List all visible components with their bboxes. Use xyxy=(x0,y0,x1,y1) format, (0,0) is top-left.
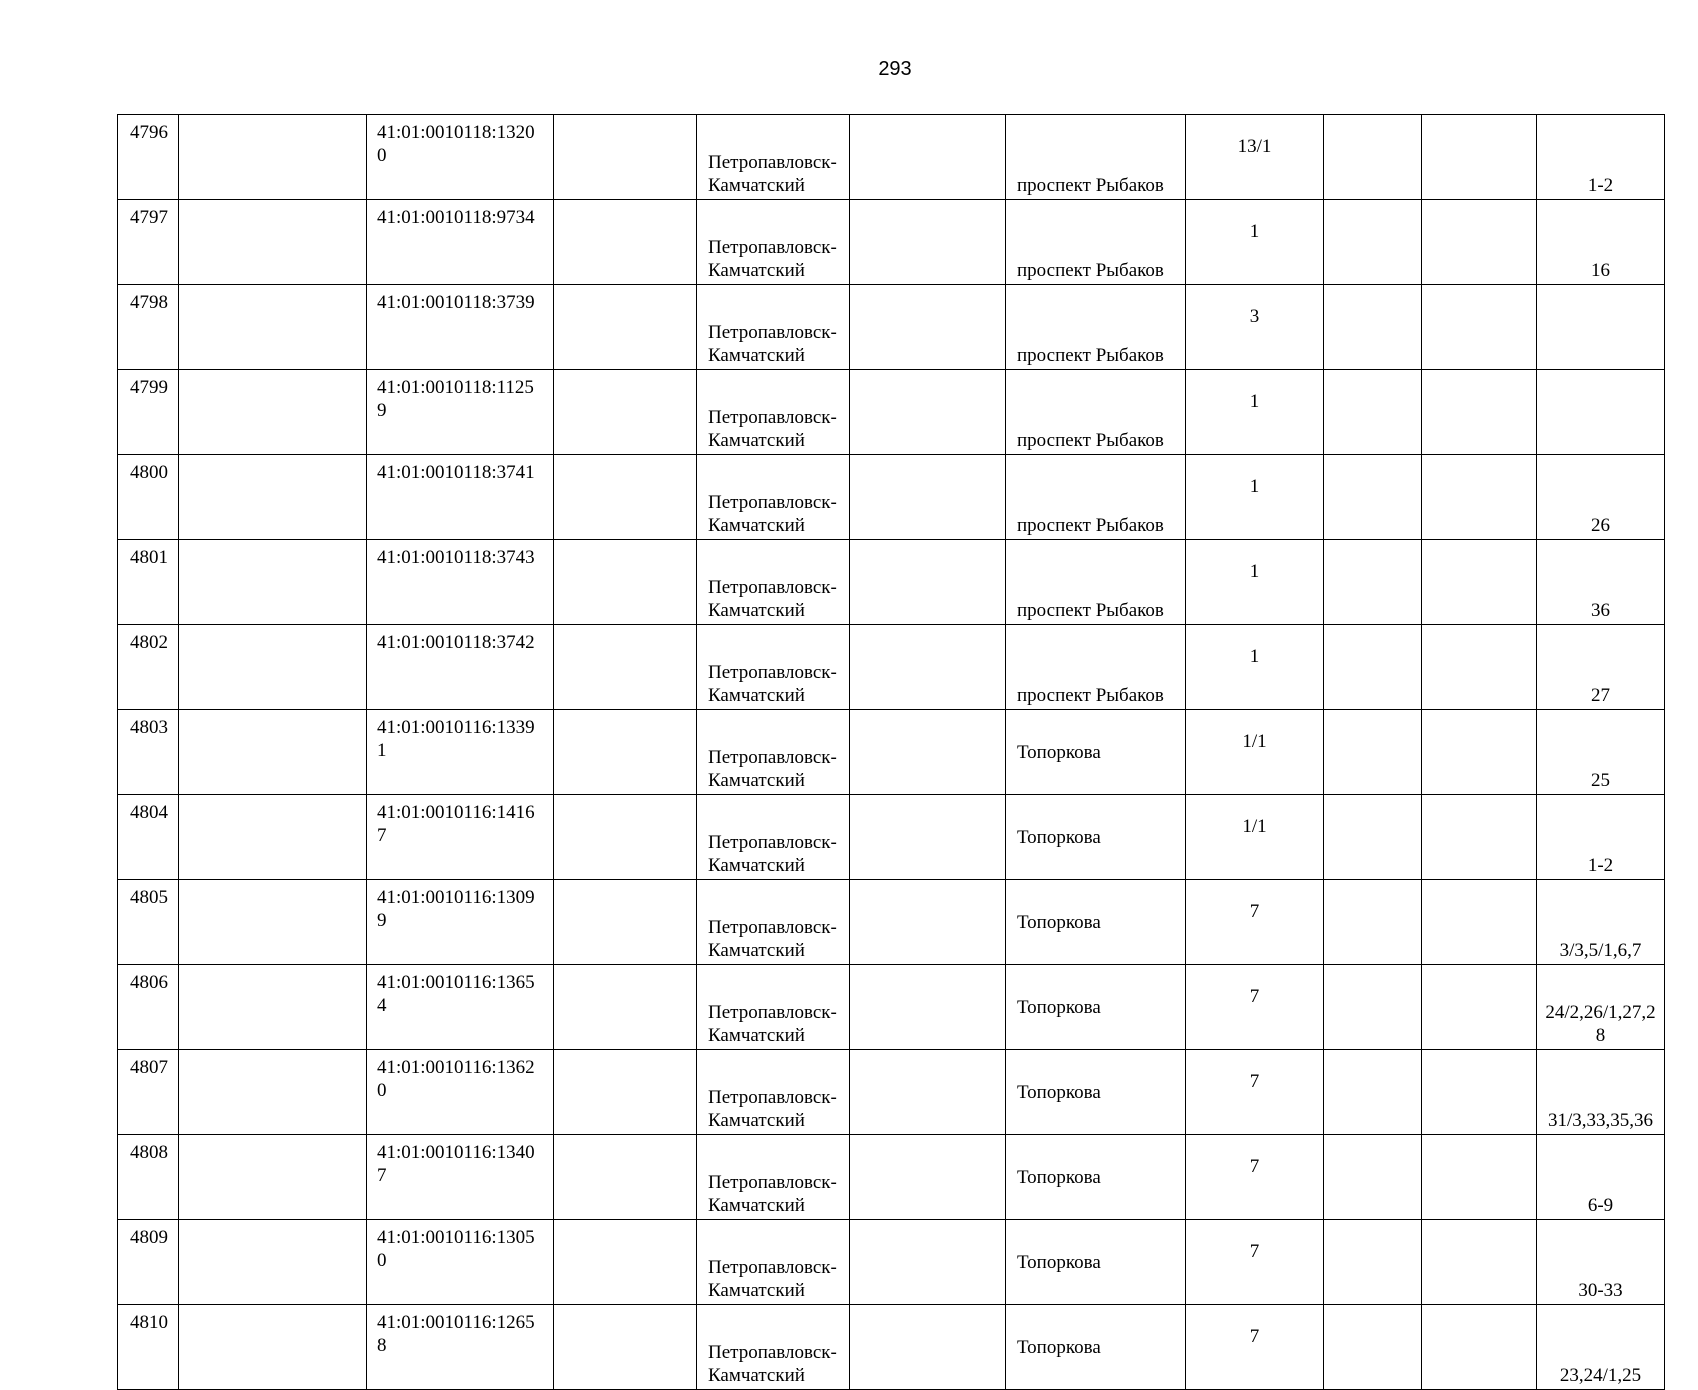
empty-cell xyxy=(179,200,367,285)
table-row xyxy=(118,370,1665,455)
cadastral-number-cell: 41:01:0010118:3741 xyxy=(367,455,554,540)
empty-cell xyxy=(179,795,367,880)
table-row xyxy=(118,285,1665,370)
flat-number-cell: 23,24/1,25 xyxy=(1537,1305,1665,1390)
row-number-cell: 4798 xyxy=(118,285,179,370)
empty-cell xyxy=(1422,1305,1537,1390)
street-cell: проспект Рыбаков xyxy=(1006,285,1186,370)
empty-cell xyxy=(554,710,697,795)
empty-cell xyxy=(554,880,697,965)
street-cell: Топоркова xyxy=(1006,795,1186,880)
page-number: 293 xyxy=(878,58,912,80)
empty-cell xyxy=(554,1305,697,1390)
cadastral-number-cell: 41:01:0010118:9734 xyxy=(367,200,554,285)
street-cell: проспект Рыбаков xyxy=(1006,370,1186,455)
city-cell: Петропавловск-Камчатский xyxy=(697,1305,850,1390)
registry-rows xyxy=(118,115,1665,1390)
street-cell: проспект Рыбаков xyxy=(1006,115,1186,200)
empty-cell xyxy=(1422,285,1537,370)
house-number-cell: 7 xyxy=(1186,1220,1324,1305)
registry-table xyxy=(117,114,1665,1390)
empty-cell xyxy=(179,285,367,370)
empty-cell xyxy=(1324,880,1422,965)
empty-cell xyxy=(179,540,367,625)
cadastral-number-cell: 41:01:0010116:13050 xyxy=(367,1220,554,1305)
flat-number-cell: 27 xyxy=(1537,625,1665,710)
flat-number-cell: 24/2,26/1,27,28 xyxy=(1537,965,1665,1050)
street-cell: Топоркова xyxy=(1006,1135,1186,1220)
city-cell: Петропавловск-Камчатский xyxy=(697,1220,850,1305)
flat-number-cell: 30-33 xyxy=(1537,1220,1665,1305)
empty-cell xyxy=(850,1050,1006,1135)
flat-number-cell: 1-2 xyxy=(1537,795,1665,880)
city-cell: Петропавловск-Камчатский xyxy=(697,1050,850,1135)
street-cell: проспект Рыбаков xyxy=(1006,625,1186,710)
empty-cell xyxy=(1324,965,1422,1050)
cadastral-number-cell: 41:01:0010118:3742 xyxy=(367,625,554,710)
empty-cell xyxy=(179,1135,367,1220)
table-row xyxy=(118,965,1665,1050)
flat-number-cell: 36 xyxy=(1537,540,1665,625)
empty-cell xyxy=(554,965,697,1050)
city-cell: Петропавловск-Камчатский xyxy=(697,455,850,540)
empty-cell xyxy=(1324,455,1422,540)
street-cell: Топоркова xyxy=(1006,1220,1186,1305)
empty-cell xyxy=(554,1220,697,1305)
table-row xyxy=(118,1305,1665,1390)
city-cell: Петропавловск-Камчатский xyxy=(697,200,850,285)
empty-cell xyxy=(179,1305,367,1390)
empty-cell xyxy=(1422,1220,1537,1305)
empty-cell xyxy=(850,285,1006,370)
cadastral-number-cell: 41:01:0010118:3743 xyxy=(367,540,554,625)
empty-cell xyxy=(850,1220,1006,1305)
street-cell: Топоркова xyxy=(1006,710,1186,795)
street-cell: проспект Рыбаков xyxy=(1006,540,1186,625)
table-row xyxy=(118,1135,1665,1220)
empty-cell xyxy=(554,540,697,625)
house-number-cell: 1 xyxy=(1186,455,1324,540)
empty-cell xyxy=(179,880,367,965)
row-number-cell: 4803 xyxy=(118,710,179,795)
empty-cell xyxy=(1422,115,1537,200)
flat-number-cell: 1-2 xyxy=(1537,115,1665,200)
table-row xyxy=(118,795,1665,880)
empty-cell xyxy=(850,880,1006,965)
cadastral-number-cell: 41:01:0010116:13407 xyxy=(367,1135,554,1220)
house-number-cell: 1 xyxy=(1186,540,1324,625)
empty-cell xyxy=(1324,1305,1422,1390)
house-number-cell: 7 xyxy=(1186,1135,1324,1220)
empty-cell xyxy=(850,455,1006,540)
empty-cell xyxy=(1324,370,1422,455)
street-cell: Топоркова xyxy=(1006,1305,1186,1390)
city-cell: Петропавловск-Камчатский xyxy=(697,880,850,965)
city-cell: Петропавловск-Камчатский xyxy=(697,795,850,880)
empty-cell xyxy=(179,1220,367,1305)
empty-cell xyxy=(1324,710,1422,795)
row-number-cell: 4800 xyxy=(118,455,179,540)
house-number-cell: 1/1 xyxy=(1186,795,1324,880)
row-number-cell: 4808 xyxy=(118,1135,179,1220)
empty-cell xyxy=(1422,1135,1537,1220)
table-row xyxy=(118,625,1665,710)
cadastral-number-cell: 41:01:0010118:3739 xyxy=(367,285,554,370)
empty-cell xyxy=(1324,285,1422,370)
empty-cell xyxy=(850,540,1006,625)
row-number-cell: 4806 xyxy=(118,965,179,1050)
empty-cell xyxy=(1324,1050,1422,1135)
city-cell: Петропавловск-Камчатский xyxy=(697,370,850,455)
empty-cell xyxy=(1422,880,1537,965)
street-cell: проспект Рыбаков xyxy=(1006,455,1186,540)
table-row xyxy=(118,880,1665,965)
house-number-cell: 13/1 xyxy=(1186,115,1324,200)
empty-cell xyxy=(554,370,697,455)
house-number-cell: 7 xyxy=(1186,1305,1324,1390)
row-number-cell: 4807 xyxy=(118,1050,179,1135)
table-row xyxy=(118,115,1665,200)
empty-cell xyxy=(850,1135,1006,1220)
table-row xyxy=(118,540,1665,625)
house-number-cell: 1 xyxy=(1186,200,1324,285)
cadastral-number-cell: 41:01:0010118:11259 xyxy=(367,370,554,455)
flat-number-cell xyxy=(1537,285,1665,370)
street-cell: Топоркова xyxy=(1006,880,1186,965)
empty-cell xyxy=(1422,1050,1537,1135)
empty-cell xyxy=(554,1135,697,1220)
cadastral-number-cell: 41:01:0010116:13391 xyxy=(367,710,554,795)
empty-cell xyxy=(554,625,697,710)
flat-number-cell: 6-9 xyxy=(1537,1135,1665,1220)
empty-cell xyxy=(1422,710,1537,795)
empty-cell xyxy=(1324,1135,1422,1220)
table-row xyxy=(118,200,1665,285)
row-number-cell: 4804 xyxy=(118,795,179,880)
street-cell: Топоркова xyxy=(1006,965,1186,1050)
empty-cell xyxy=(1422,795,1537,880)
house-number-cell: 7 xyxy=(1186,880,1324,965)
row-number-cell: 4805 xyxy=(118,880,179,965)
flat-number-cell: 25 xyxy=(1537,710,1665,795)
empty-cell xyxy=(179,965,367,1050)
empty-cell xyxy=(1422,625,1537,710)
house-number-cell: 7 xyxy=(1186,1050,1324,1135)
empty-cell xyxy=(850,795,1006,880)
empty-cell xyxy=(554,285,697,370)
table-row xyxy=(118,1050,1665,1135)
city-cell: Петропавловск-Камчатский xyxy=(697,540,850,625)
empty-cell xyxy=(1324,1220,1422,1305)
empty-cell xyxy=(850,370,1006,455)
flat-number-cell: 31/3,33,35,36 xyxy=(1537,1050,1665,1135)
empty-cell xyxy=(850,710,1006,795)
empty-cell xyxy=(179,370,367,455)
cadastral-number-cell: 41:01:0010116:13620 xyxy=(367,1050,554,1135)
cadastral-number-cell: 41:01:0010116:14167 xyxy=(367,795,554,880)
flat-number-cell: 26 xyxy=(1537,455,1665,540)
empty-cell xyxy=(179,1050,367,1135)
empty-cell xyxy=(850,1305,1006,1390)
empty-cell xyxy=(1422,370,1537,455)
city-cell: Петропавловск-Камчатский xyxy=(697,1135,850,1220)
empty-cell xyxy=(179,625,367,710)
row-number-cell: 4797 xyxy=(118,200,179,285)
house-number-cell: 1/1 xyxy=(1186,710,1324,795)
empty-cell xyxy=(554,1050,697,1135)
city-cell: Петропавловск-Камчатский xyxy=(697,285,850,370)
empty-cell xyxy=(850,965,1006,1050)
city-cell: Петропавловск-Камчатский xyxy=(697,710,850,795)
flat-number-cell: 16 xyxy=(1537,200,1665,285)
cadastral-number-cell: 41:01:0010116:13099 xyxy=(367,880,554,965)
table-row xyxy=(118,1220,1665,1305)
empty-cell xyxy=(850,200,1006,285)
house-number-cell: 1 xyxy=(1186,625,1324,710)
city-cell: Петропавловск-Камчатский xyxy=(697,625,850,710)
row-number-cell: 4810 xyxy=(118,1305,179,1390)
table-row xyxy=(118,455,1665,540)
house-number-cell: 1 xyxy=(1186,370,1324,455)
row-number-cell: 4801 xyxy=(118,540,179,625)
empty-cell xyxy=(1324,200,1422,285)
cadastral-number-cell: 41:01:0010116:12658 xyxy=(367,1305,554,1390)
empty-cell xyxy=(1324,625,1422,710)
empty-cell xyxy=(1324,795,1422,880)
empty-cell xyxy=(1422,965,1537,1050)
row-number-cell: 4799 xyxy=(118,370,179,455)
empty-cell xyxy=(179,455,367,540)
empty-cell xyxy=(179,710,367,795)
row-number-cell: 4802 xyxy=(118,625,179,710)
empty-cell xyxy=(179,115,367,200)
empty-cell xyxy=(1324,115,1422,200)
house-number-cell: 7 xyxy=(1186,965,1324,1050)
street-cell: проспект Рыбаков xyxy=(1006,200,1186,285)
house-number-cell: 3 xyxy=(1186,285,1324,370)
empty-cell xyxy=(554,795,697,880)
flat-number-cell xyxy=(1537,370,1665,455)
empty-cell xyxy=(554,455,697,540)
flat-number-cell: 3/3,5/1,6,7 xyxy=(1537,880,1665,965)
empty-cell xyxy=(554,115,697,200)
empty-cell xyxy=(554,200,697,285)
cadastral-number-cell: 41:01:0010116:13654 xyxy=(367,965,554,1050)
row-number-cell: 4809 xyxy=(118,1220,179,1305)
empty-cell xyxy=(850,115,1006,200)
street-cell: Топоркова xyxy=(1006,1050,1186,1135)
city-cell: Петропавловск-Камчатский xyxy=(697,115,850,200)
empty-cell xyxy=(850,625,1006,710)
cadastral-number-cell: 41:01:0010118:13200 xyxy=(367,115,554,200)
city-cell: Петропавловск-Камчатский xyxy=(697,965,850,1050)
empty-cell xyxy=(1422,200,1537,285)
empty-cell xyxy=(1422,455,1537,540)
empty-cell xyxy=(1324,540,1422,625)
row-number-cell: 4796 xyxy=(118,115,179,200)
empty-cell xyxy=(1422,540,1537,625)
table-row xyxy=(118,710,1665,795)
